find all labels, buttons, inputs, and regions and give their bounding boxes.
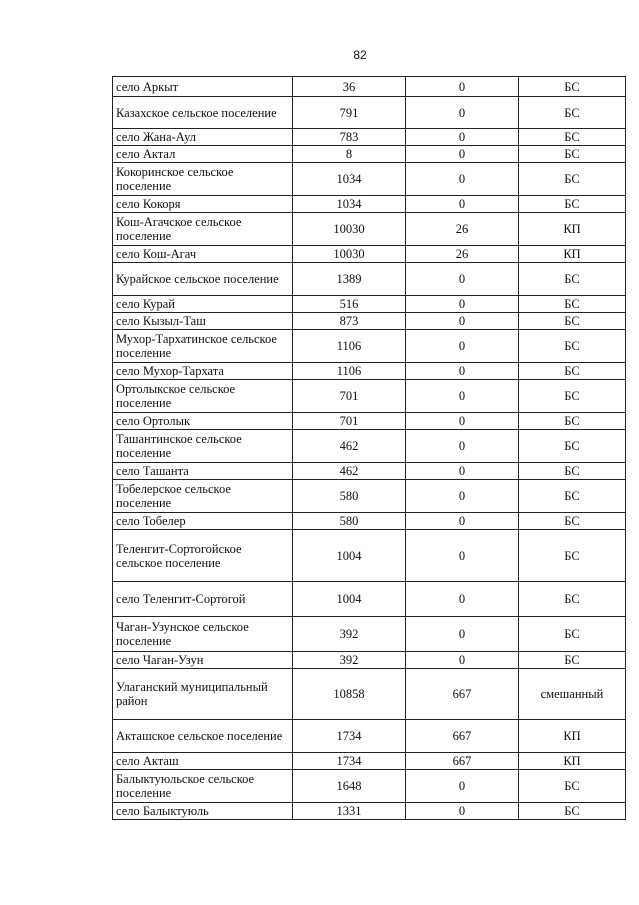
table-row — [113, 330, 626, 363]
type-cell: КП — [519, 720, 626, 753]
population-cell: 1331 — [293, 803, 406, 820]
type-cell: БС — [519, 380, 626, 413]
table-row — [113, 313, 626, 330]
type-cell: КП — [519, 246, 626, 263]
type-cell: БС — [519, 480, 626, 513]
value-cell: 0 — [406, 77, 519, 97]
population-cell: 701 — [293, 380, 406, 413]
value-cell: 667 — [406, 669, 519, 720]
value-cell: 667 — [406, 753, 519, 770]
value-cell: 0 — [406, 163, 519, 196]
type-cell: БС — [519, 77, 626, 97]
value-cell: 667 — [406, 720, 519, 753]
population-cell: 516 — [293, 296, 406, 313]
settlement-name-cell: Чаган-Узунское сельское поселение — [113, 617, 293, 652]
table-row — [113, 380, 626, 413]
value-cell: 0 — [406, 380, 519, 413]
type-cell: БС — [519, 803, 626, 820]
table-row — [113, 129, 626, 146]
type-cell: БС — [519, 582, 626, 617]
population-cell: 1734 — [293, 753, 406, 770]
population-cell: 1034 — [293, 196, 406, 213]
type-cell: смешанный — [519, 669, 626, 720]
table-row — [113, 413, 626, 430]
table-row — [113, 77, 626, 97]
settlement-name-cell: Ташантинское сельское поселение — [113, 430, 293, 463]
table-row — [113, 246, 626, 263]
type-cell: БС — [519, 296, 626, 313]
settlement-name-cell: Кокоринское сельское поселение — [113, 163, 293, 196]
table-body — [113, 77, 626, 820]
value-cell: 0 — [406, 582, 519, 617]
settlement-name-cell: село Балыктуюль — [113, 803, 293, 820]
value-cell: 0 — [406, 129, 519, 146]
value-cell: 0 — [406, 313, 519, 330]
type-cell: БС — [519, 530, 626, 582]
settlement-name-cell: село Актал — [113, 146, 293, 163]
settlement-name-cell: Акташское сельское поселение — [113, 720, 293, 753]
table-row — [113, 530, 626, 582]
table-row — [113, 146, 626, 163]
settlements-table — [112, 76, 626, 820]
table-row — [113, 480, 626, 513]
value-cell: 0 — [406, 770, 519, 803]
type-cell: БС — [519, 97, 626, 129]
population-cell: 580 — [293, 513, 406, 530]
table-row — [113, 363, 626, 380]
population-cell: 783 — [293, 129, 406, 146]
table-row — [113, 263, 626, 296]
population-cell: 462 — [293, 430, 406, 463]
type-cell: БС — [519, 163, 626, 196]
settlement-name-cell: Казахское сельское поселение — [113, 97, 293, 129]
value-cell: 0 — [406, 413, 519, 430]
settlement-name-cell: Мухор-Тархатинское сельское поселение — [113, 330, 293, 363]
settlement-name-cell: Курайское сельское поселение — [113, 263, 293, 296]
type-cell: БС — [519, 196, 626, 213]
value-cell: 0 — [406, 513, 519, 530]
population-cell: 10030 — [293, 213, 406, 246]
page-number: 82 — [353, 48, 367, 62]
settlement-name-cell: село Акташ — [113, 753, 293, 770]
settlement-name-cell: село Ташанта — [113, 463, 293, 480]
table-row — [113, 296, 626, 313]
population-cell: 1389 — [293, 263, 406, 296]
settlement-name-cell: село Ортолык — [113, 413, 293, 430]
type-cell: БС — [519, 770, 626, 803]
type-cell: БС — [519, 129, 626, 146]
table-row — [113, 213, 626, 246]
population-cell: 8 — [293, 146, 406, 163]
value-cell: 0 — [406, 196, 519, 213]
type-cell: БС — [519, 146, 626, 163]
settlement-name-cell: село Чаган-Узун — [113, 652, 293, 669]
settlement-name-cell: Тобелерское сельское поселение — [113, 480, 293, 513]
population-cell: 392 — [293, 617, 406, 652]
population-cell: 10858 — [293, 669, 406, 720]
type-cell: БС — [519, 313, 626, 330]
settlement-name-cell: село Тобелер — [113, 513, 293, 530]
table-row — [113, 97, 626, 129]
table-row — [113, 513, 626, 530]
population-cell: 1648 — [293, 770, 406, 803]
population-cell: 36 — [293, 77, 406, 97]
type-cell: БС — [519, 413, 626, 430]
value-cell: 0 — [406, 652, 519, 669]
population-cell: 791 — [293, 97, 406, 129]
value-cell: 0 — [406, 480, 519, 513]
value-cell: 0 — [406, 363, 519, 380]
population-cell: 462 — [293, 463, 406, 480]
settlement-name-cell: село Кош-Агач — [113, 246, 293, 263]
settlement-name-cell: Теленгит-Сортогойское сельское поселение — [113, 530, 293, 582]
type-cell: БС — [519, 430, 626, 463]
type-cell: БС — [519, 617, 626, 652]
population-cell: 10030 — [293, 246, 406, 263]
settlement-name-cell: Балыктуюльское сельское поселение — [113, 770, 293, 803]
value-cell: 0 — [406, 803, 519, 820]
population-cell: 873 — [293, 313, 406, 330]
table-row — [113, 669, 626, 720]
population-cell: 392 — [293, 652, 406, 669]
value-cell: 0 — [406, 296, 519, 313]
type-cell: БС — [519, 463, 626, 480]
settlement-name-cell: Ортолыкское сельское поселение — [113, 380, 293, 413]
table-row — [113, 753, 626, 770]
value-cell: 0 — [406, 530, 519, 582]
value-cell: 0 — [406, 617, 519, 652]
value-cell: 0 — [406, 430, 519, 463]
value-cell: 26 — [406, 213, 519, 246]
population-cell: 1034 — [293, 163, 406, 196]
population-cell: 1734 — [293, 720, 406, 753]
settlement-name-cell: Кош-Агачское сельское поселение — [113, 213, 293, 246]
type-cell: КП — [519, 213, 626, 246]
type-cell: БС — [519, 513, 626, 530]
settlement-name-cell: село Мухор-Тархата — [113, 363, 293, 380]
settlement-name-cell: село Теленгит-Сортогой — [113, 582, 293, 617]
population-cell: 1106 — [293, 330, 406, 363]
type-cell: БС — [519, 263, 626, 296]
type-cell: БС — [519, 652, 626, 669]
value-cell: 0 — [406, 263, 519, 296]
type-cell: КП — [519, 753, 626, 770]
type-cell: БС — [519, 330, 626, 363]
settlement-name-cell: село Кызыл-Таш — [113, 313, 293, 330]
value-cell: 0 — [406, 146, 519, 163]
settlement-name-cell: село Кокоря — [113, 196, 293, 213]
population-cell: 701 — [293, 413, 406, 430]
table-row — [113, 652, 626, 669]
settlement-name-cell: Улаганский муниципальный район — [113, 669, 293, 720]
table-row — [113, 720, 626, 753]
value-cell: 0 — [406, 97, 519, 129]
population-cell: 580 — [293, 480, 406, 513]
settlement-name-cell: село Аркыт — [113, 77, 293, 97]
table-row — [113, 463, 626, 480]
table-row — [113, 803, 626, 820]
population-cell: 1004 — [293, 582, 406, 617]
type-cell: БС — [519, 363, 626, 380]
table-row — [113, 770, 626, 803]
settlement-name-cell: село Курай — [113, 296, 293, 313]
table-row — [113, 163, 626, 196]
table-row — [113, 617, 626, 652]
value-cell: 0 — [406, 330, 519, 363]
table-row — [113, 196, 626, 213]
table-row — [113, 582, 626, 617]
population-cell: 1106 — [293, 363, 406, 380]
value-cell: 0 — [406, 463, 519, 480]
value-cell: 26 — [406, 246, 519, 263]
population-cell: 1004 — [293, 530, 406, 582]
table-row — [113, 430, 626, 463]
settlement-name-cell: село Жана-Аул — [113, 129, 293, 146]
